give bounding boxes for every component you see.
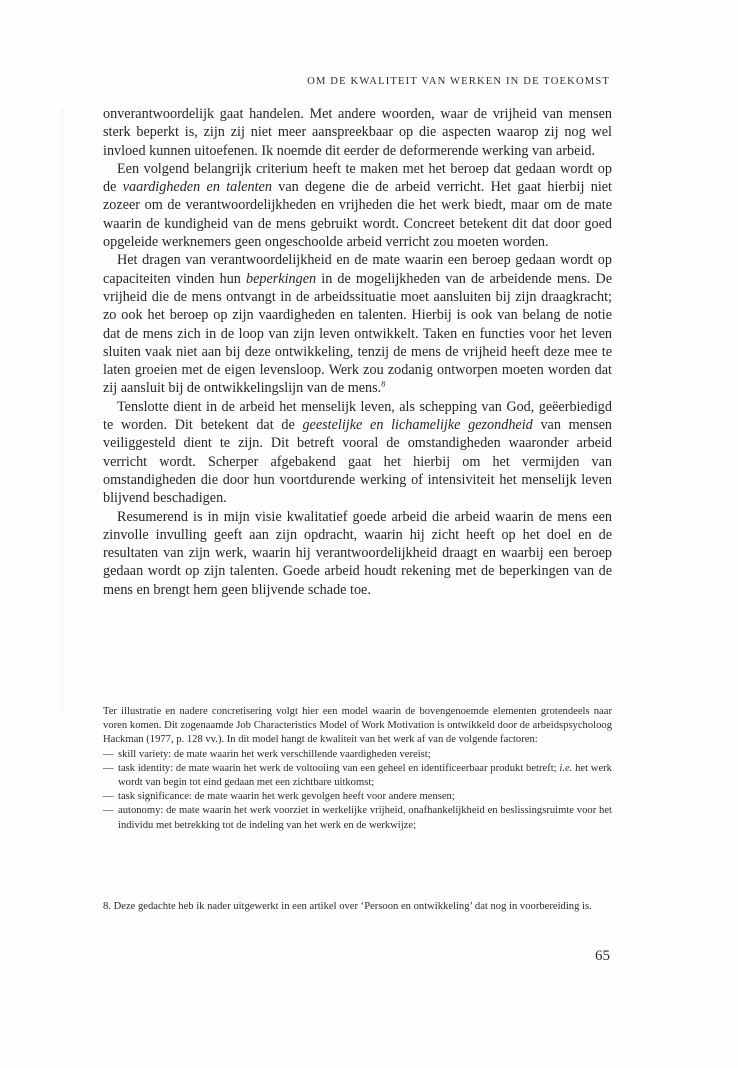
paragraph-3: Het dragen van verantwoordelijkheid en de mate waarin een beroep gedaan wordt op capaciteiten vinden hun beperkingen in de mogelijkheden van de arbeidende mens. De vrijheid die de mens ontvangt in de arbeidssituatie moet aansluiten bij zijn draagkracht; zo ook het beroep op zijn vaardigheden en talenten. Hierbij is ook van belang de notie dat de mens zich in de loop van zijn leven ontwikkelt. Taken en functies voor het leven sluiten vaak niet aan bij deze ontwikkeling, tenzij de mens de vrijheid heeft deze mee te laten groeien met de eigen levensloop. Werk zou zodanig ontworpen moeten worden dat zij aansluit bij de ontwikkelingslijn van de mens.$^8$ bbox=[103, 252, 612, 397]
emphasis-vaardigheden: vaardigheden en talenten bbox=[122, 179, 272, 196]
list-item: — autonomy: de mate waarin het werk voorziet in werkelijke vrijheid, onafhankelijkheid en beslissingsruimte voor het individu met betrekking tot de indeling van het werk en de werkwijze; bbox=[103, 805, 612, 831]
footnote-reference[interactable]: 8 bbox=[381, 379, 386, 389]
running-header: OM DE KWALITEIT VAN WERKEN IN DE TOEKOMST bbox=[307, 76, 610, 87]
emphasis-beperkingen: beperkingen bbox=[246, 270, 317, 287]
factor-list bbox=[103, 748, 612, 833]
list-item: — task significance: de mate waarin het werk gevolgen heeft voor andere mensen; bbox=[103, 791, 455, 803]
paragraph-4: Tenslotte dient in de arbeid het menselijk leven, als schepping van God, geëerbiedigd te worden. Dit betekent dat de geestelijke en lichamelijke gezondheid van mensen veiliggesteld dient te zijn. Dit betreft vooral de omstandigheden waaronder arbeid verricht wordt. Scherper afgebakend gaat het hierbij om het vermijden van omstandigheden die door hun voortdurende werking of intensiviteit het menselijk leven blijvend beschadigen. bbox=[103, 398, 612, 507]
page-number: 65 bbox=[595, 948, 610, 964]
main-text bbox=[103, 105, 612, 599]
list-item: — skill variety: de mate waarin het werk verschillende vaardigheden vereist; bbox=[103, 748, 431, 760]
list-item: — task identity: de mate waarin het werk de voltooiing van een geheel en identificeerbaar produkt betreft; i.e. het werk wordt van begin tot eind gedaan met een zichtbare uitkomst; bbox=[103, 762, 612, 789]
note-intro: Ter illustratie en nadere concretisering volgt hier een model waarin de bovengenoemde elementen grotendeels naar voren komen. Dit zogenaamde Job Characteristics Model of Work Motivation is ontwikkeld door de arbeidspsycholoog Hackman (1977, p. 128 vv.). In dit model hangt de kwaliteit van het werk af van de volgende factoren: bbox=[103, 706, 612, 746]
paragraph-5: Resumerend is in mijn visie kwalitatief goede arbeid die arbeid waarin de mens een zinvolle invulling geeft aan zijn opdracht, waarin hij zicht heeft op het doel en de resultaten van zijn werk, waarin hij verantwoordelijkheid draagt en waarbij een beroep gedaan wordt op zijn talenten. Goede arbeid houdt rekening met de beperkingen van de mens en brengt hem geen blijvende schade toe. bbox=[103, 508, 612, 598]
paragraph-1: onverantwoordelijk gaat handelen. Met andere woorden, waar de vrijheid van mensen sterk beperkt is, zijn zij niet meer aanspreekbaar op die aspecten waarop zij nog wel invloed kunnen uitoefenen. Ik noemde dit eerder de deformerende werking van arbeid. bbox=[103, 106, 612, 159]
paragraph-2: Een volgend belangrijk criterium heeft te maken met het beroep dat gedaan wordt op de vaardigheden en talenten van degene die de arbeid verricht. Het gaat hierbij niet zozeer om de verantwoordelijkheden en vrijheden die het werk biedt, maar om de mate waarin de kundigheid van de mens gebruikt wordt. Concreet betekent dit dat door goed opgeleide werknemers geen ongeschoolde arbeid verricht zou moeten worden. bbox=[103, 160, 612, 251]
emphasis-gezondheid: geestelijke en lichamelijke gezondheid bbox=[302, 417, 533, 434]
footnote: 8. Deze gedachte heb ik nader uitgewerkt in een artikel over ‘Persoon en ontwikkeling’ dat nog in voorbereiding is. bbox=[103, 901, 592, 912]
illustration-note bbox=[103, 705, 612, 833]
margin-guide bbox=[62, 110, 65, 710]
